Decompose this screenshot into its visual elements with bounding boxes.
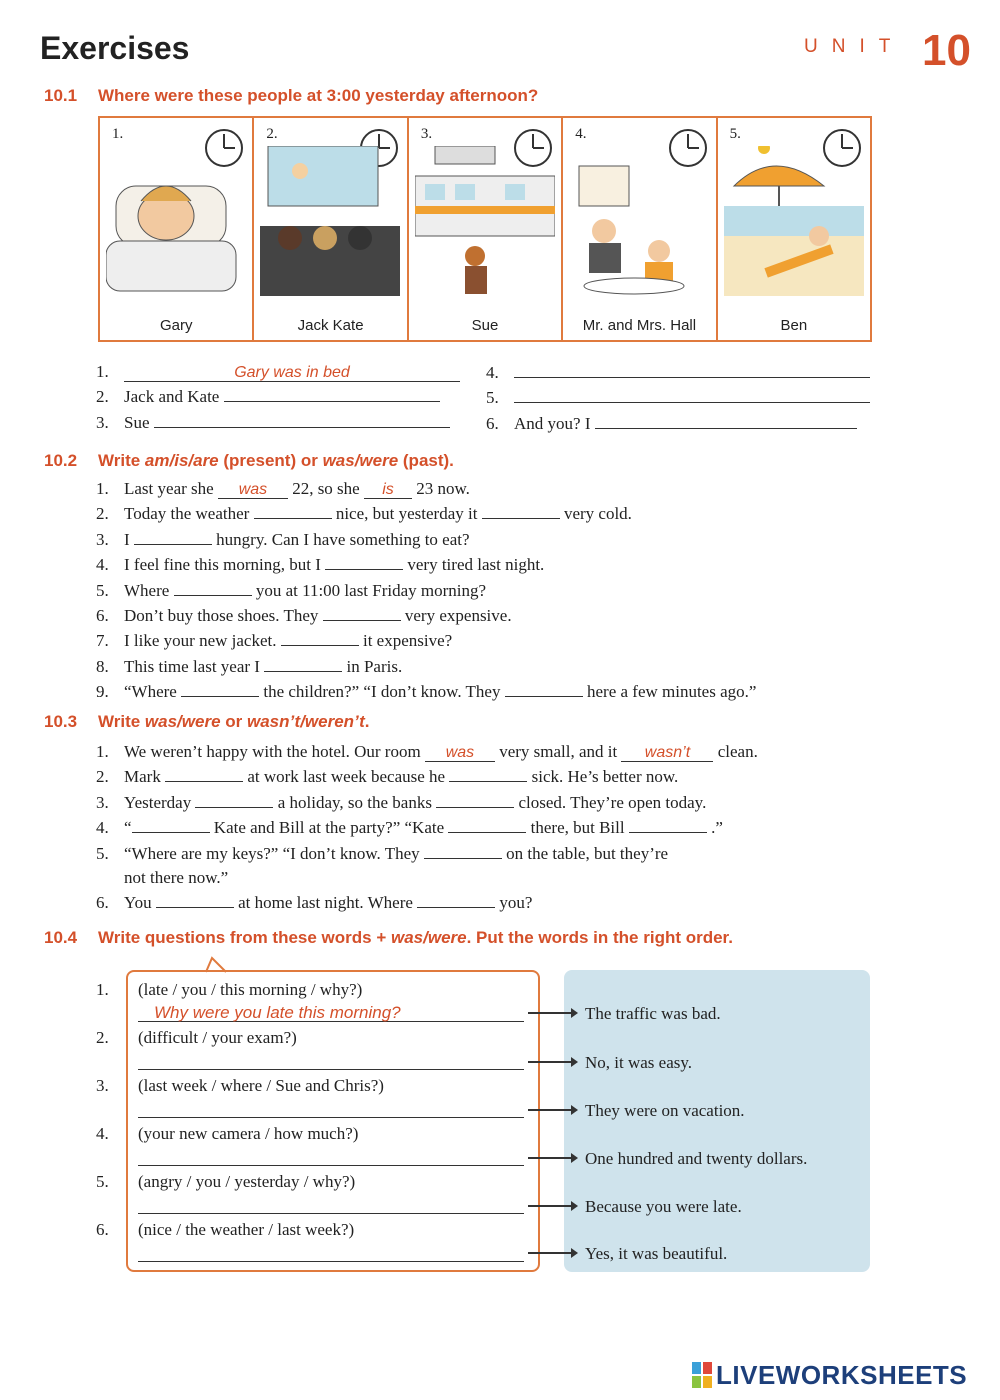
item-text: not there now.” [124, 868, 229, 888]
list-item [96, 815, 758, 840]
item-text: You [124, 893, 152, 913]
item-text: Where [124, 580, 170, 600]
list-item [96, 654, 756, 679]
item-text: the children?” “I don’t know. They [263, 682, 501, 702]
picture-caption: Mr. and Mrs. Hall [582, 317, 697, 334]
item-number: 3. [96, 529, 109, 549]
answer-field[interactable] [323, 603, 401, 621]
answer-field[interactable] [224, 384, 440, 402]
item-prefix: Sue [124, 412, 150, 432]
item-number: 4. [486, 363, 499, 382]
list-item [96, 501, 756, 526]
picture-number: 2. [266, 126, 278, 142]
item-number: 5. [96, 843, 109, 863]
item-text: at work last week because he [247, 767, 446, 787]
item-number: 2. [96, 767, 109, 787]
question-item-2 [96, 1028, 109, 1048]
item-number: 6. [96, 1220, 109, 1239]
question-words: (last week / where / Sue and Chris?) [138, 1076, 384, 1095]
answer-field[interactable] [514, 360, 870, 378]
item-text: very expensive. [404, 606, 512, 626]
arrow-icon [528, 1012, 576, 1014]
restaurant-illustration [569, 146, 709, 296]
answer-field[interactable] [448, 815, 526, 833]
question-item-1 [96, 980, 109, 1000]
question-item-5 [96, 1172, 109, 1192]
picture-caption: Ben [780, 317, 808, 334]
list-item [96, 603, 756, 628]
question-item-6 [96, 1220, 109, 1240]
instruction-part: wasn’t/weren’t [246, 712, 365, 731]
answer-row [96, 410, 460, 435]
section-10-4-heading [44, 928, 733, 948]
item-text: “Where are my keys?” “I don’t know. They [124, 843, 420, 863]
instruction-part: am/is/are [144, 451, 219, 470]
item-number: 5. [96, 1172, 109, 1191]
answer-field[interactable]: was [218, 481, 288, 499]
answer-field[interactable] [165, 764, 243, 782]
answer-field[interactable]: is [364, 481, 412, 499]
item-text: clean. [717, 742, 758, 761]
answer-row [486, 385, 870, 410]
sleeping-illustration [106, 146, 246, 296]
item-text: there, but Bill [530, 818, 625, 838]
picture-number: 4. [575, 126, 587, 142]
item-number: 6. [486, 413, 499, 433]
answer-field[interactable] [181, 679, 259, 697]
item-text: This time last year I [124, 656, 260, 676]
list-item [96, 790, 758, 815]
question-words: (angry / you / yesterday / why?) [138, 1172, 356, 1191]
item-number: 1. [96, 980, 109, 999]
question-item-3 [96, 1076, 109, 1096]
question-words: (late / you / this morning / why?) [138, 980, 363, 999]
arrow-icon [528, 1205, 576, 1207]
answer-field[interactable]: Why were you late this morning? [138, 1004, 524, 1022]
answer-field[interactable] [629, 815, 707, 833]
item-number: 7. [96, 631, 109, 651]
item-text: Don’t buy those shoes. They [124, 606, 319, 626]
item-number: 6. [96, 606, 109, 626]
item-text: nice, but yesterday it [335, 504, 478, 524]
picture-caption: Jack Kate [297, 317, 364, 334]
section-number: 10.2 [44, 451, 78, 470]
instruction-part: (present) or [218, 451, 323, 470]
item-number: 4. [96, 1124, 109, 1143]
reply-text: Yes, it was beautiful. [585, 1244, 728, 1263]
answer-field[interactable] [138, 1100, 524, 1118]
item-number: 6. [96, 893, 109, 913]
unit-label: UNIT [804, 36, 905, 57]
answer-field[interactable]: Gary was in bed [124, 364, 460, 382]
item-text: at home last night. Where [238, 893, 413, 913]
picture-number: 5. [729, 126, 741, 142]
item-text: 23 now. [416, 479, 470, 498]
list-item [96, 740, 758, 764]
arrow-icon [528, 1061, 576, 1063]
answer-field[interactable] [505, 679, 583, 697]
answer-field[interactable] [281, 628, 359, 646]
item-text: Last year she [124, 479, 214, 498]
answer-field[interactable] [195, 790, 273, 808]
question-item-4 [96, 1124, 109, 1144]
answer-row [486, 360, 870, 385]
section-10-2-heading [44, 451, 454, 471]
item-text: Mark [124, 767, 161, 787]
item-number: 3. [96, 1076, 109, 1095]
item-text: “Where [124, 682, 177, 702]
reply-text: One hundred and twenty dollars. [585, 1149, 808, 1168]
answer-field[interactable] [417, 890, 495, 908]
item-text: on the table, but they’re [506, 843, 669, 863]
section-number: 10.1 [44, 86, 78, 105]
reply-text: They were on vacation. [585, 1101, 745, 1120]
item-text: Today the weather [124, 504, 250, 524]
item-text: closed. They’re open today. [518, 792, 707, 812]
list-item [96, 578, 756, 603]
item-text: very cold. [563, 504, 632, 524]
arrow-icon [528, 1157, 576, 1159]
item-number: 1. [96, 362, 109, 381]
item-text: in Paris. [346, 656, 403, 676]
section-number: 10.4 [44, 928, 78, 947]
instruction-part: was/were [322, 451, 399, 470]
beach-illustration [724, 146, 864, 296]
answer-row [96, 384, 460, 409]
answer-field[interactable] [424, 841, 502, 859]
answer-field[interactable] [138, 1196, 524, 1214]
answer-field[interactable] [595, 411, 857, 429]
picture-1 [100, 118, 254, 340]
section-10-2-items [96, 477, 756, 705]
liveworksheets-logo-icon [692, 1362, 712, 1388]
item-text: very small, and it [499, 742, 618, 761]
answer-field[interactable] [482, 501, 560, 519]
instruction-part: or [220, 712, 247, 731]
item-number: 2. [96, 1028, 109, 1047]
picture-caption: Gary [159, 317, 193, 334]
instruction-part: . Put the words in the right order. [466, 928, 733, 947]
answer-field[interactable] [436, 790, 514, 808]
list-item [96, 527, 756, 552]
reply-text: Because you were late. [585, 1197, 742, 1216]
item-text: I feel fine this morning, but I [124, 555, 321, 575]
answer-field[interactable] [134, 527, 212, 545]
item-text: Kate and Bill at the party?” “Kate [213, 818, 445, 838]
item-number: 2. [96, 387, 109, 407]
list-item [96, 477, 756, 501]
answer-field[interactable] [254, 501, 332, 519]
item-number: 1. [96, 479, 109, 498]
answer-field[interactable] [174, 578, 252, 596]
answer-field[interactable] [514, 385, 870, 403]
instruction-part: was/were [391, 928, 467, 947]
answer-field[interactable] [156, 890, 234, 908]
picture-number: 3. [420, 126, 433, 142]
answer-field[interactable] [138, 1052, 524, 1070]
list-item [96, 890, 758, 915]
item-text: here a few minutes ago.” [586, 682, 757, 702]
list-item [96, 679, 756, 704]
item-prefix: And you? I [514, 413, 591, 433]
item-number: 4. [96, 818, 109, 838]
item-number: 9. [96, 682, 109, 702]
item-number: 5. [96, 580, 109, 600]
item-text: you? [499, 893, 533, 913]
answer-field[interactable] [138, 1244, 524, 1262]
instruction-part: Write [98, 712, 145, 731]
item-text: you at 11:00 last Friday morning? [255, 580, 487, 600]
item-number: 4. [96, 555, 109, 575]
item-text: “ [124, 818, 132, 838]
list-item [96, 764, 758, 789]
picture-strip [98, 116, 872, 342]
section-10-3-items [96, 740, 758, 916]
item-number: 3. [96, 412, 109, 432]
item-text: very tired last night. [407, 555, 545, 575]
section-number: 10.3 [44, 712, 78, 731]
item-text: 22, so she [292, 479, 360, 498]
list-item [96, 552, 756, 577]
picture-caption: Sue [471, 317, 499, 334]
question-words: (difficult / your exam?) [138, 1028, 297, 1047]
answer-field[interactable]: wasn’t [621, 744, 713, 762]
instruction-part: . [364, 712, 370, 731]
item-number: 5. [486, 388, 499, 408]
cinema-illustration [260, 146, 400, 296]
answer-field[interactable] [138, 1148, 524, 1166]
question-words: (your new camera / how much?) [138, 1124, 359, 1143]
item-text: sick. He’s better now. [531, 767, 679, 787]
answer-row [96, 360, 460, 384]
picture-5 [718, 118, 870, 340]
unit-number: 10 [922, 26, 971, 75]
section-10-3-heading [44, 712, 369, 732]
page-title: Exercises [40, 30, 190, 66]
item-text: Yesterday [124, 792, 192, 812]
picture-number: 1. [112, 126, 124, 142]
instruction-part: (past). [398, 451, 454, 470]
picture-3 [409, 118, 563, 340]
section-10-1-heading [44, 86, 538, 106]
answer-field[interactable] [132, 815, 210, 833]
list-item [96, 628, 756, 653]
arrow-icon [528, 1252, 576, 1254]
arrow-icon [528, 1109, 576, 1111]
reply-text: The traffic was bad. [585, 1004, 721, 1023]
answer-field[interactable] [449, 764, 527, 782]
answers-left [96, 360, 460, 435]
answer-row [486, 411, 870, 436]
list-item [96, 841, 758, 866]
question-words: (nice / the weather / last week?) [138, 1220, 355, 1239]
item-number: 2. [96, 504, 109, 524]
item-text: .” [711, 818, 723, 838]
item-number: 3. [96, 792, 109, 812]
answer-field[interactable] [325, 552, 403, 570]
list-item [96, 866, 758, 890]
section-instruction: Where were these people at 3:00 yesterday afternoon? [98, 86, 539, 105]
answer-field[interactable] [154, 410, 450, 428]
item-text: We weren’t happy with the hotel. Our room [124, 742, 421, 761]
answer-field[interactable] [264, 654, 342, 672]
item-text: I [124, 529, 130, 549]
picture-4 [563, 118, 717, 340]
picture-2 [254, 118, 408, 340]
instruction-part: Write questions from these words + [98, 928, 391, 947]
reply-text: No, it was easy. [585, 1053, 693, 1072]
instruction-part: was/were [144, 712, 221, 731]
brand-name[interactable]: LIVEWORKSHEETS [716, 1360, 968, 1390]
answers-right [486, 360, 870, 436]
item-prefix: Jack and Kate [124, 387, 220, 407]
instruction-part: Write [98, 451, 145, 470]
item-number: 1. [96, 742, 109, 761]
item-text: it expensive? [362, 631, 453, 651]
item-text: hungry. Can I have something to eat? [216, 529, 470, 549]
item-text: a holiday, so the banks [277, 792, 432, 812]
item-text: I like your new jacket. [124, 631, 277, 651]
item-number: 8. [96, 656, 109, 676]
answer-field[interactable]: was [425, 744, 495, 762]
train-station-illustration [415, 146, 555, 296]
